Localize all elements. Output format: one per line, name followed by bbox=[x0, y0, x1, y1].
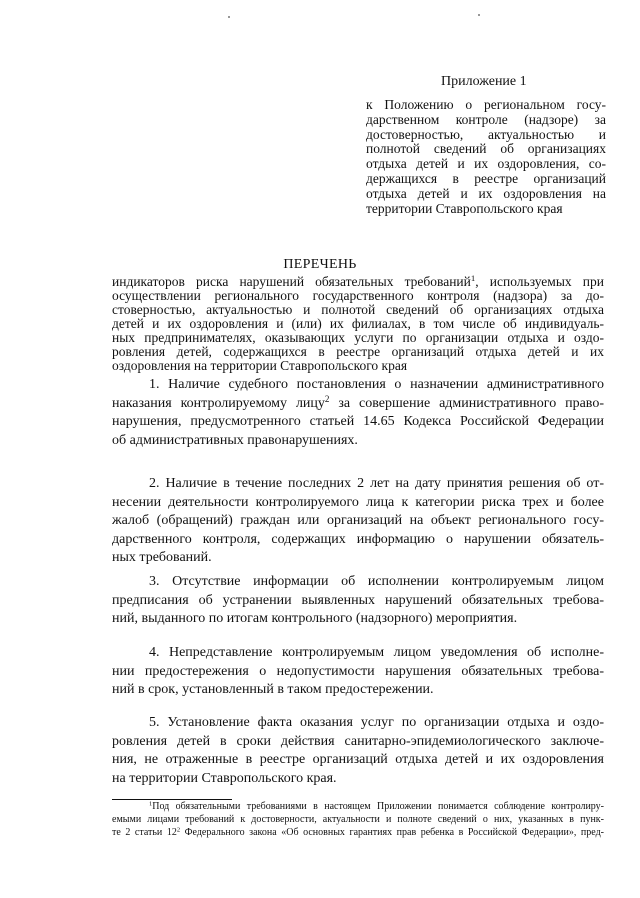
item-line: 2. Наличие в течение последних 2 лет на дату принятия решения об от- bbox=[149, 476, 604, 491]
document-subtitle bbox=[112, 275, 604, 373]
subtitle-line: оздоровления на территории Ставропольского края bbox=[112, 358, 408, 373]
item-line: ния, не отраженные в реестре организаций отдыха детей и их оздоровления bbox=[112, 752, 604, 768]
item-line: 4. Непредставление контролируемым лицом уведомления об исполне- bbox=[149, 645, 604, 660]
item-line: ных требований. bbox=[112, 550, 212, 566]
indicator-item-1 bbox=[112, 376, 604, 450]
item-line: жалоб (обращений) граждан или организаций на объект регионального госу- bbox=[112, 513, 604, 529]
appendix-reference-line: территории Ставропольского края bbox=[366, 200, 563, 216]
scan-speck bbox=[228, 16, 230, 18]
appendix-reference-line: отдыха детей и их оздоровления на bbox=[366, 185, 606, 201]
appendix-reference bbox=[366, 98, 606, 216]
item-line: на территории Ставропольского края. bbox=[112, 770, 337, 786]
footnote-marker: 2 bbox=[176, 826, 181, 834]
footnote-marker: 2 bbox=[324, 393, 330, 404]
indicator-item-3 bbox=[112, 573, 604, 629]
appendix-reference-line: дарственном контроле (надзоре) за bbox=[366, 111, 606, 127]
item-line: ровления детей в сроки действия санитарно-эпидемиологического заключе- bbox=[112, 733, 604, 749]
item-line: 3. Отсутствие информации об исполнении контролируемым лицом bbox=[149, 574, 604, 589]
item-line: об административных правонарушениях. bbox=[112, 432, 358, 448]
item-line: нии предостережения о недопустимости нарушения обязательных требова- bbox=[112, 663, 604, 679]
appendix-reference-line: держащихся в реестре организаций bbox=[366, 170, 606, 186]
footnote bbox=[112, 801, 604, 839]
appendix-reference-line: отдыха детей и их оздоровления, со- bbox=[366, 156, 606, 172]
document-heading: ПЕРЕЧЕНЬ bbox=[283, 257, 357, 272]
item-line: ний, выданного по итогам контрольного (надзорного) мероприятия. bbox=[112, 611, 518, 627]
indicator-item-4 bbox=[112, 644, 604, 700]
item-line: ний в срок, установленный в таком предостережении. bbox=[112, 682, 434, 698]
subtitle-line: детей и их оздоровления и (или) их филиалах, в том числе об индивидуаль- bbox=[112, 316, 604, 331]
footnote-marker: 1 bbox=[470, 273, 476, 284]
footnote-line: $^1$Под обязательными требованиями в настоящем Приложении понимается соблюдение контролиру- bbox=[149, 800, 604, 812]
subtitle-line: индикаторов риска нарушений обязательных требований$^1$, используемых при bbox=[112, 273, 604, 289]
item-line: нарушения, предусмотренного статьей 14.65 Кодекса Российской Федерации bbox=[112, 414, 604, 430]
scan-speck bbox=[478, 14, 480, 16]
appendix-title: Приложение 1 bbox=[441, 74, 527, 89]
item-line: наказания контролируемому лицу$^2$ за совершение административного право- bbox=[112, 393, 604, 411]
footnote-separator bbox=[112, 799, 232, 800]
subtitle-line: стоверностью, актуальностью и полнотой сведений об организациях отдыха bbox=[112, 302, 604, 317]
item-line: 1. Наличие судебного постановления о назначении административного bbox=[149, 377, 604, 392]
indicator-item-2 bbox=[112, 475, 604, 568]
subtitle-line: ных предпринимателях, оказывающих услуги по организации отдыха и оздо- bbox=[112, 330, 604, 345]
footnote-line: те 2 статьи $12^2$ Федерального закона «Об основных гарантиях прав ребенка в Российской Федерации», пред- bbox=[112, 826, 605, 838]
footnote-marker: 1 bbox=[149, 800, 153, 808]
appendix-reference-line: достоверностью, актуальностью и bbox=[366, 126, 606, 142]
subtitle-line: ровления детей, содержащихся в реестре организаций отдыха детей и их bbox=[112, 344, 604, 359]
item-line: несении деятельности контролируемого лица к категории риска трех и более bbox=[112, 494, 604, 510]
indicator-item-5 bbox=[112, 714, 604, 788]
subtitle-line: осуществлении регионального государственного контроля (надзора) за до- bbox=[112, 288, 604, 303]
footnote-line: емыми лицами требований к достоверности, актуальности и полноте сведений о них, указанных в пунк- bbox=[112, 813, 604, 825]
appendix-reference-line: полнотой сведений об организациях bbox=[366, 141, 606, 157]
item-line: 5. Установление факта оказания услуг по организации отдыха и оздо- bbox=[149, 715, 604, 730]
item-line: предписания об устранении выявленных нарушений обязательных требова- bbox=[112, 592, 604, 608]
appendix-reference-line: к Положению о региональном госу- bbox=[366, 97, 606, 112]
item-line: дарственного контроля, содержащих информацию о нарушении обязатель- bbox=[112, 531, 604, 547]
